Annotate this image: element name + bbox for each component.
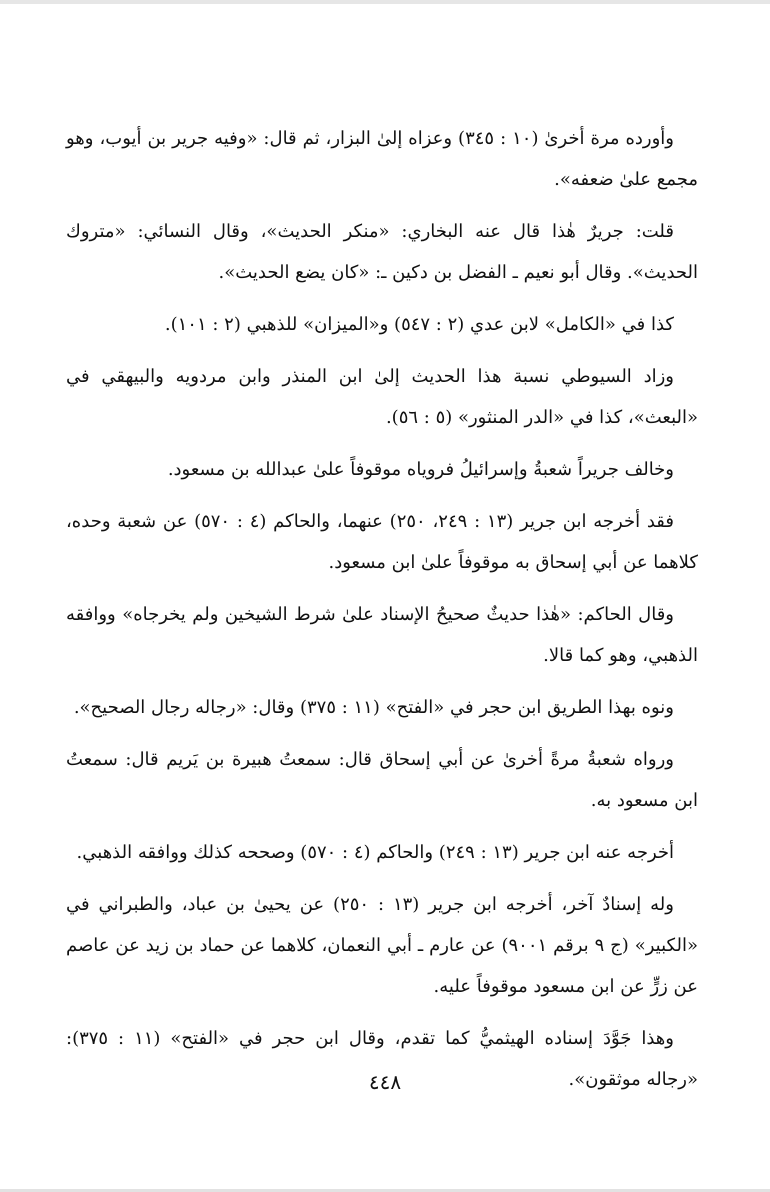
paragraph-7: وقال الحاكم: «هٰذا حديثٌ صحيحُ الإسناد علىٰ شرط الشيخين ولم يخرجاه» ووافقه الذهبي، وهو كما قالا. xyxy=(66,604,698,666)
paragraph-4: وزاد السيوطي نسبة هذا الحديث إلىٰ ابن المنذر وابن مردويه والبيهقي في «البعث»، كذا في «الدر المنثور» (٥ : ٥٦). xyxy=(66,366,698,428)
paragraph-9: ورواه شعبةُ مرةً أخرىٰ عن أبي إسحاق قال: سمعتُ هبيرة بن يَريم قال: سمعتُ ابن مسعود به. xyxy=(66,749,698,811)
paragraph-2: قلت: جريرٌ هٰذا قال عنه البخاري: «منكر الحديث»، وقال النسائي: «متروك الحديث». وقال أبو نعيم ـ الفضل بن دكين ـ: «كان يضع الحديث». xyxy=(66,221,698,283)
paragraph-5: وخالف جريراً شعبةُ وإسرائيلُ فروياه موقوفاً علىٰ عبدالله بن مسعود. xyxy=(167,459,674,480)
paragraph-8: ونوه بهذا الطريق ابن حجر في «الفتح» (١١ : ٣٧٥) وقال: «رجاله رجال الصحيح». xyxy=(73,697,674,718)
paragraph-6: فقد أخرجه ابن جرير (١٣ : ٢٤٩، ٢٥٠) عنهما، والحاكم (٤ : ٥٧٠) عن شعبة وحده، كلاهما عن أبي إسحاق به موقوفاً علىٰ ابن مسعود. xyxy=(66,511,698,573)
paragraph-12: وهذا جَوَّدَ إسناده الهيثميُّ كما تقدم، وقال ابن حجر في «الفتح» (١١ : ٣٧٥): «رجاله موثقون». xyxy=(66,1028,698,1090)
paragraph-3: كذا في «الكامل» لابن عدي (٢ : ٥٤٧) و«الميزان» للذهبي (٢ : ١٠١). xyxy=(164,314,674,335)
page-number: ٤٤٨ xyxy=(368,1070,402,1094)
page-body xyxy=(66,118,698,1100)
top-page-edge xyxy=(0,0,770,4)
paragraph-10: أخرجه عنه ابن جرير (١٣ : ٢٤٩) والحاكم (٤ : ٥٧٠) وصححه كذلك ووافقه الذهبي. xyxy=(76,842,674,863)
paragraph-11: وله إسنادٌ آخر، أخرجه ابن جرير (١٣ : ٢٥٠) عن يحيىٰ بن عباد، والطبراني في «الكبير» (ج ٩ برقم ٩٠٠١) عن عارم ـ أبي النعمان، كلاهما عن حماد بن زيد عن عاصم عن زرٍّ عن ابن مسعود موقوفاً عليه. xyxy=(66,894,698,997)
paragraph-1: وأورده مرة أخرىٰ (١٠ : ٣٤٥) وعزاه إلىٰ البزار، ثم قال: «وفيه جرير بن أيوب، وهو مجمع علىٰ ضعفه». xyxy=(66,128,698,190)
